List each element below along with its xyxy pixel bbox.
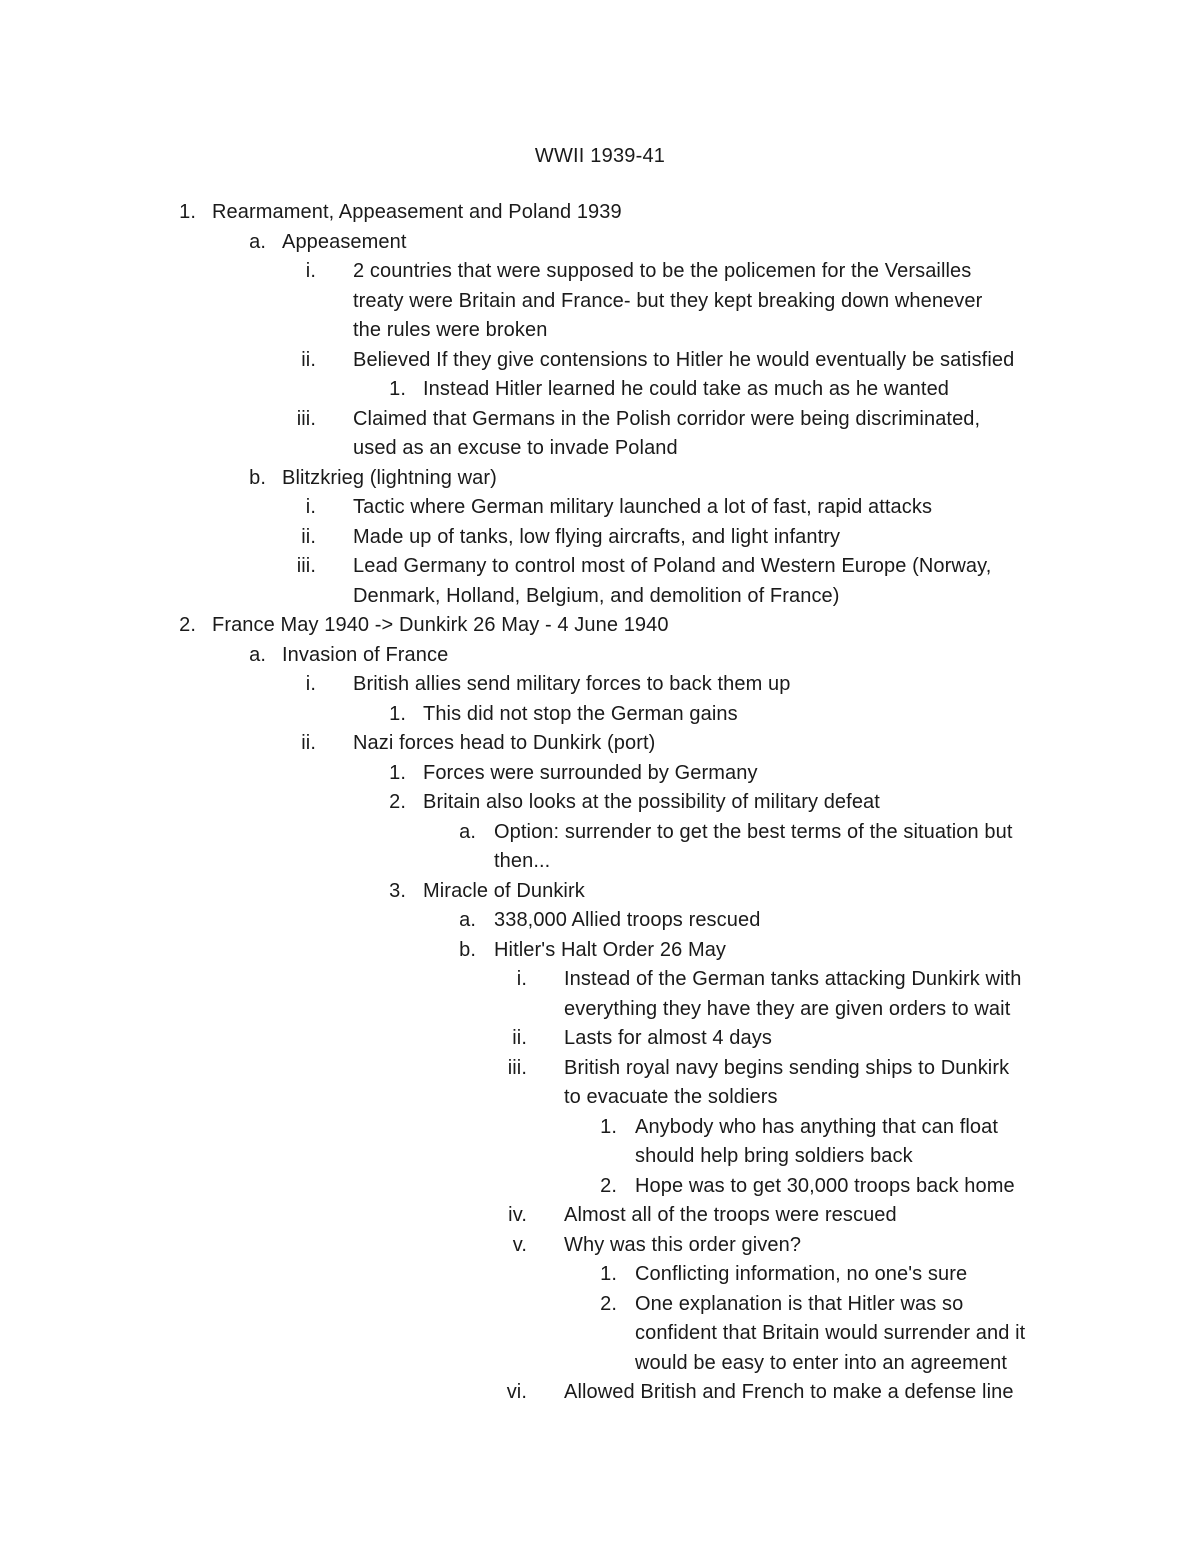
outline-item: [0, 700, 1200, 730]
outline-item: [0, 1231, 1200, 1261]
list-item-text: Denmark, Holland, Belgium, and demolition of France): [353, 584, 840, 607]
list-item-text: Made up of tanks, low flying aircrafts, and light infantry: [353, 525, 841, 548]
list-marker: a.: [459, 909, 476, 931]
list-marker: a.: [459, 820, 476, 843]
list-marker: 2.: [600, 1292, 617, 1315]
list-item-text: Believed If they give contensions to Hitler he would eventually be satisfied: [353, 348, 1015, 371]
list-marker: vi.: [506, 1381, 527, 1403]
list-item-text: 338,000 Allied troops rescued: [494, 909, 761, 931]
list-item-text: Anybody who has anything that can float: [635, 1115, 999, 1138]
list-marker: iii.: [507, 1056, 527, 1079]
list-marker: 1.: [389, 378, 406, 400]
list-marker: i.: [516, 968, 527, 990]
list-item-text: used as an excuse to invade Poland: [353, 437, 678, 459]
list-marker: ii.: [301, 525, 316, 548]
list-marker: 1.: [389, 761, 406, 784]
outline-item: [0, 965, 1200, 995]
list-item-text: Britain also looks at the possibility of military defeat: [423, 791, 880, 813]
list-marker: b.: [249, 466, 266, 489]
outline-item: [0, 936, 1200, 966]
list-marker: 2.: [179, 614, 196, 636]
outline-item-continuation: [0, 287, 1200, 317]
list-item-text: treaty were Britain and France- but they kept breaking down whenever: [353, 289, 983, 312]
outline-item: [0, 523, 1200, 553]
outline-item: [0, 198, 1200, 228]
outline-item-continuation: [0, 1349, 1200, 1379]
outline-item-continuation: [0, 582, 1200, 612]
list-marker: 1.: [600, 1263, 617, 1285]
list-marker: 1.: [389, 702, 406, 725]
list-item-text: France May 1940 -> Dunkirk 26 May - 4 June 1940: [212, 614, 669, 636]
list-item-text: Conflicting information, no one's sure: [635, 1263, 968, 1285]
list-item-text: Almost all of the troops were rescued: [564, 1204, 897, 1226]
list-marker: iv.: [508, 1204, 527, 1226]
outline-item: [0, 818, 1200, 848]
list-item-text: should help bring soldiers back: [635, 1145, 913, 1167]
outline-item: [0, 1378, 1200, 1408]
outline-item-continuation: [0, 1319, 1200, 1349]
list-item-text: This did not stop the German gains: [423, 702, 738, 725]
outline-item: [0, 906, 1200, 936]
outline-item: [0, 1054, 1200, 1084]
outline-item: [0, 1172, 1200, 1202]
list-item-text: One explanation is that Hitler was so: [635, 1292, 964, 1315]
outline-item: [0, 1260, 1200, 1290]
outline-item: [0, 877, 1200, 907]
list-marker: 1.: [600, 1115, 617, 1138]
list-item-text: Rearmament, Appeasement and Poland 1939: [212, 201, 622, 223]
list-item-text: Invasion of France: [282, 643, 449, 666]
outline-item: [0, 1290, 1200, 1320]
outline-item: [0, 788, 1200, 818]
list-marker: i.: [305, 673, 316, 695]
list-item-text: 2 countries that were supposed to be the policemen for the Versailles: [353, 260, 972, 282]
outline-item: [0, 405, 1200, 435]
list-marker: iii.: [296, 407, 316, 430]
list-item-text: Lead Germany to control most of Poland and Western Europe (Norway,: [353, 555, 992, 577]
list-item-text: Tactic where German military launched a lot of fast, rapid attacks: [353, 496, 933, 518]
list-marker: i.: [305, 496, 316, 518]
list-marker: ii.: [512, 1027, 527, 1049]
list-item-text: Hitler's Halt Order 26 May: [494, 938, 727, 961]
outline-item: [0, 1024, 1200, 1054]
list-item-text: Appeasement: [282, 230, 407, 253]
list-marker: b.: [459, 938, 476, 961]
list-item-text: Blitzkrieg (lightning war): [282, 466, 497, 489]
list-item-text: Claimed that Germans in the Polish corridor were being discriminated,: [353, 407, 981, 430]
outline-item: [0, 1113, 1200, 1143]
outline-item: [0, 611, 1200, 641]
outline-item-continuation: [0, 434, 1200, 464]
list-marker: 2.: [389, 791, 406, 813]
outline-item: [0, 759, 1200, 789]
outline-item: [0, 228, 1200, 258]
list-item-text: Hope was to get 30,000 troops back home: [635, 1174, 1015, 1197]
list-marker: v.: [512, 1233, 527, 1256]
outline-item: [0, 670, 1200, 700]
outline-item: [0, 346, 1200, 376]
list-item-text: Why was this order given?: [564, 1233, 802, 1256]
list-marker: a.: [249, 230, 266, 253]
list-marker: 3.: [389, 879, 406, 902]
list-item-text: then...: [494, 850, 551, 872]
outline-item-continuation: [0, 316, 1200, 346]
outline-item-continuation: [0, 995, 1200, 1025]
list-item-text: Option: surrender to get the best terms of the situation but: [494, 820, 1013, 843]
outline-item-continuation: [0, 1142, 1200, 1172]
list-item-text: Instead Hitler learned he could take as much as he wanted: [423, 378, 950, 400]
list-item-text: the rules were broken: [353, 319, 548, 341]
list-item-text: confident that Britain would surrender and it: [635, 1322, 1026, 1344]
list-marker: iii.: [296, 555, 316, 577]
list-marker: a.: [249, 643, 266, 666]
outline-item: [0, 1201, 1200, 1231]
list-item-text: Forces were surrounded by Germany: [423, 761, 758, 784]
list-item-text: would be easy to enter into an agreement: [635, 1351, 1008, 1374]
list-marker: 2.: [600, 1174, 617, 1197]
outline-item: [0, 552, 1200, 582]
list-item-text: Lasts for almost 4 days: [564, 1027, 772, 1049]
list-item-text: Instead of the German tanks attacking Dunkirk with: [564, 968, 1022, 990]
document-title: WWII 1939-41: [534, 145, 666, 167]
list-marker: i.: [305, 260, 316, 282]
outline-item-continuation: [0, 847, 1200, 877]
list-item-text: to evacuate the soldiers: [564, 1086, 778, 1108]
outline-item: [0, 257, 1200, 287]
list-marker: 1.: [179, 201, 196, 223]
outline-item: [0, 493, 1200, 523]
list-item-text: Nazi forces head to Dunkirk (port): [353, 732, 656, 754]
list-item-text: British royal navy begins sending ships to Dunkirk: [564, 1056, 1010, 1079]
outline-list: [0, 198, 1200, 1408]
outline-item: [0, 464, 1200, 494]
list-item-text: everything they have they are given orders to wait: [564, 997, 1011, 1020]
list-item-text: Miracle of Dunkirk: [423, 879, 585, 902]
list-item-text: British allies send military forces to back them up: [353, 673, 791, 695]
outline-item-continuation: [0, 1083, 1200, 1113]
outline-item: [0, 375, 1200, 405]
outline-item: [0, 729, 1200, 759]
list-marker: ii.: [301, 348, 316, 371]
outline-item: [0, 641, 1200, 671]
list-item-text: Allowed British and French to make a defense line: [564, 1381, 1014, 1403]
list-marker: ii.: [301, 732, 316, 754]
